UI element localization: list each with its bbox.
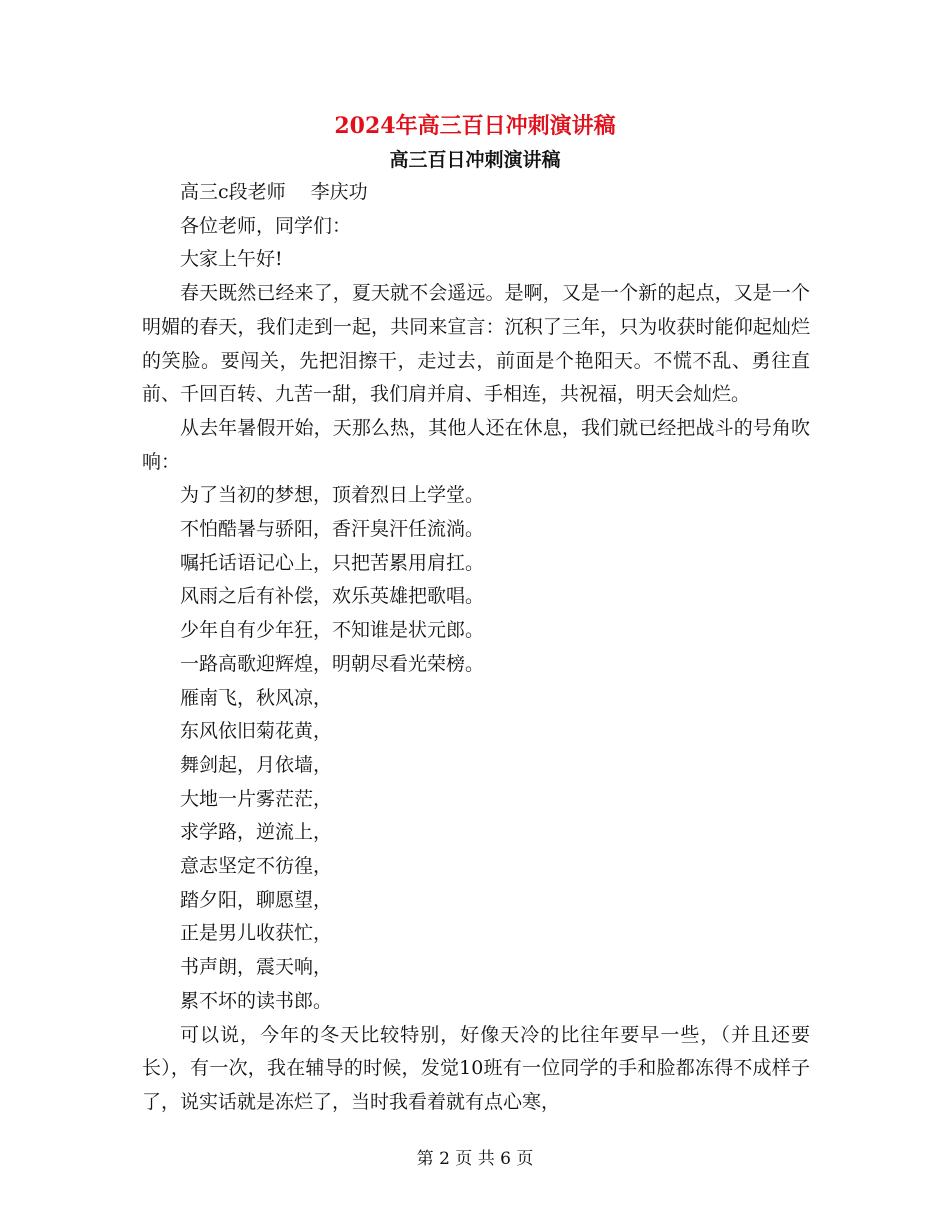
- document-title: 2024年高三百日冲刺演讲稿: [334, 113, 616, 139]
- poem-line: 求学路，逆流上，: [180, 821, 333, 844]
- poem-line: 不怕酷暑与骄阳，香汗臭汗任流淌。: [180, 518, 485, 541]
- page-footer: 第 2 页 共 6 页: [416, 1149, 534, 1169]
- paragraph: 从去年暑假开始，天那么热，其他人还在休息，我们就已经把战斗的号角吹响：: [142, 416, 810, 473]
- poem-line: 东风依旧菊花黄，: [180, 720, 333, 743]
- poem-line: 正是男儿收获忙，: [180, 922, 333, 945]
- poem-line: 少年自有少年狂，不知谁是状元郎。: [180, 619, 485, 642]
- poem-line: 累不坏的读书郎。: [180, 989, 333, 1012]
- paragraph: 春天既然已经来了，夏天就不会遥远。是啊，又是一个新的起点，又是一个明媚的春天，我们走到一起，共同来宣言：沉积了三年，只为收获时能仰起灿烂的笑脸。要闯关，先把泪擦干，走过去，前面是个艳阳天。不慌不乱、勇往直前、千回百转、九苦一甜，我们肩并肩、手相连，共祝福，明天会灿烂。: [142, 282, 810, 406]
- poem-line: 嘱托话语记心上，只把苦累用肩扛。: [180, 551, 485, 574]
- poem-line: 为了当初的梦想，顶着烈日上学堂。: [180, 484, 485, 507]
- paragraph: 可以说，今年的冬天比较特别，好像天冷的比往年要早一些，（并且还要长），有一次，我在辅导的时候，发觉10班有一位同学的手和脸都冻得不成样子了，说实话就是冻烂了，当时我看着就有点心寒，: [142, 1023, 810, 1113]
- author-line: 高三c段老师 李庆功: [180, 181, 368, 203]
- poem-line: 一路高歌迎辉煌，明朝尽看光荣榜。: [180, 652, 485, 675]
- poem-line: 大地一片雾茫茫，: [180, 787, 333, 810]
- greeting-line: 大家上午好!: [180, 248, 283, 271]
- poem-line: 踏夕阳，聊愿望，: [180, 888, 333, 911]
- poem-line: 书声朗，震天响，: [180, 956, 333, 979]
- document-body: [142, 176, 810, 1120]
- poem-line: 意志坚定不彷徨，: [180, 855, 333, 878]
- poem-line: 风雨之后有补偿，欢乐英雄把歌唱。: [180, 585, 485, 608]
- greeting-line: 各位老师，同学们：: [180, 214, 352, 237]
- document-subtitle: 高三百日冲刺演讲稿: [389, 149, 561, 171]
- poem-line: 雁南飞，秋风凉，: [180, 686, 333, 709]
- poem-line: 舞剑起，月依墙，: [180, 753, 333, 776]
